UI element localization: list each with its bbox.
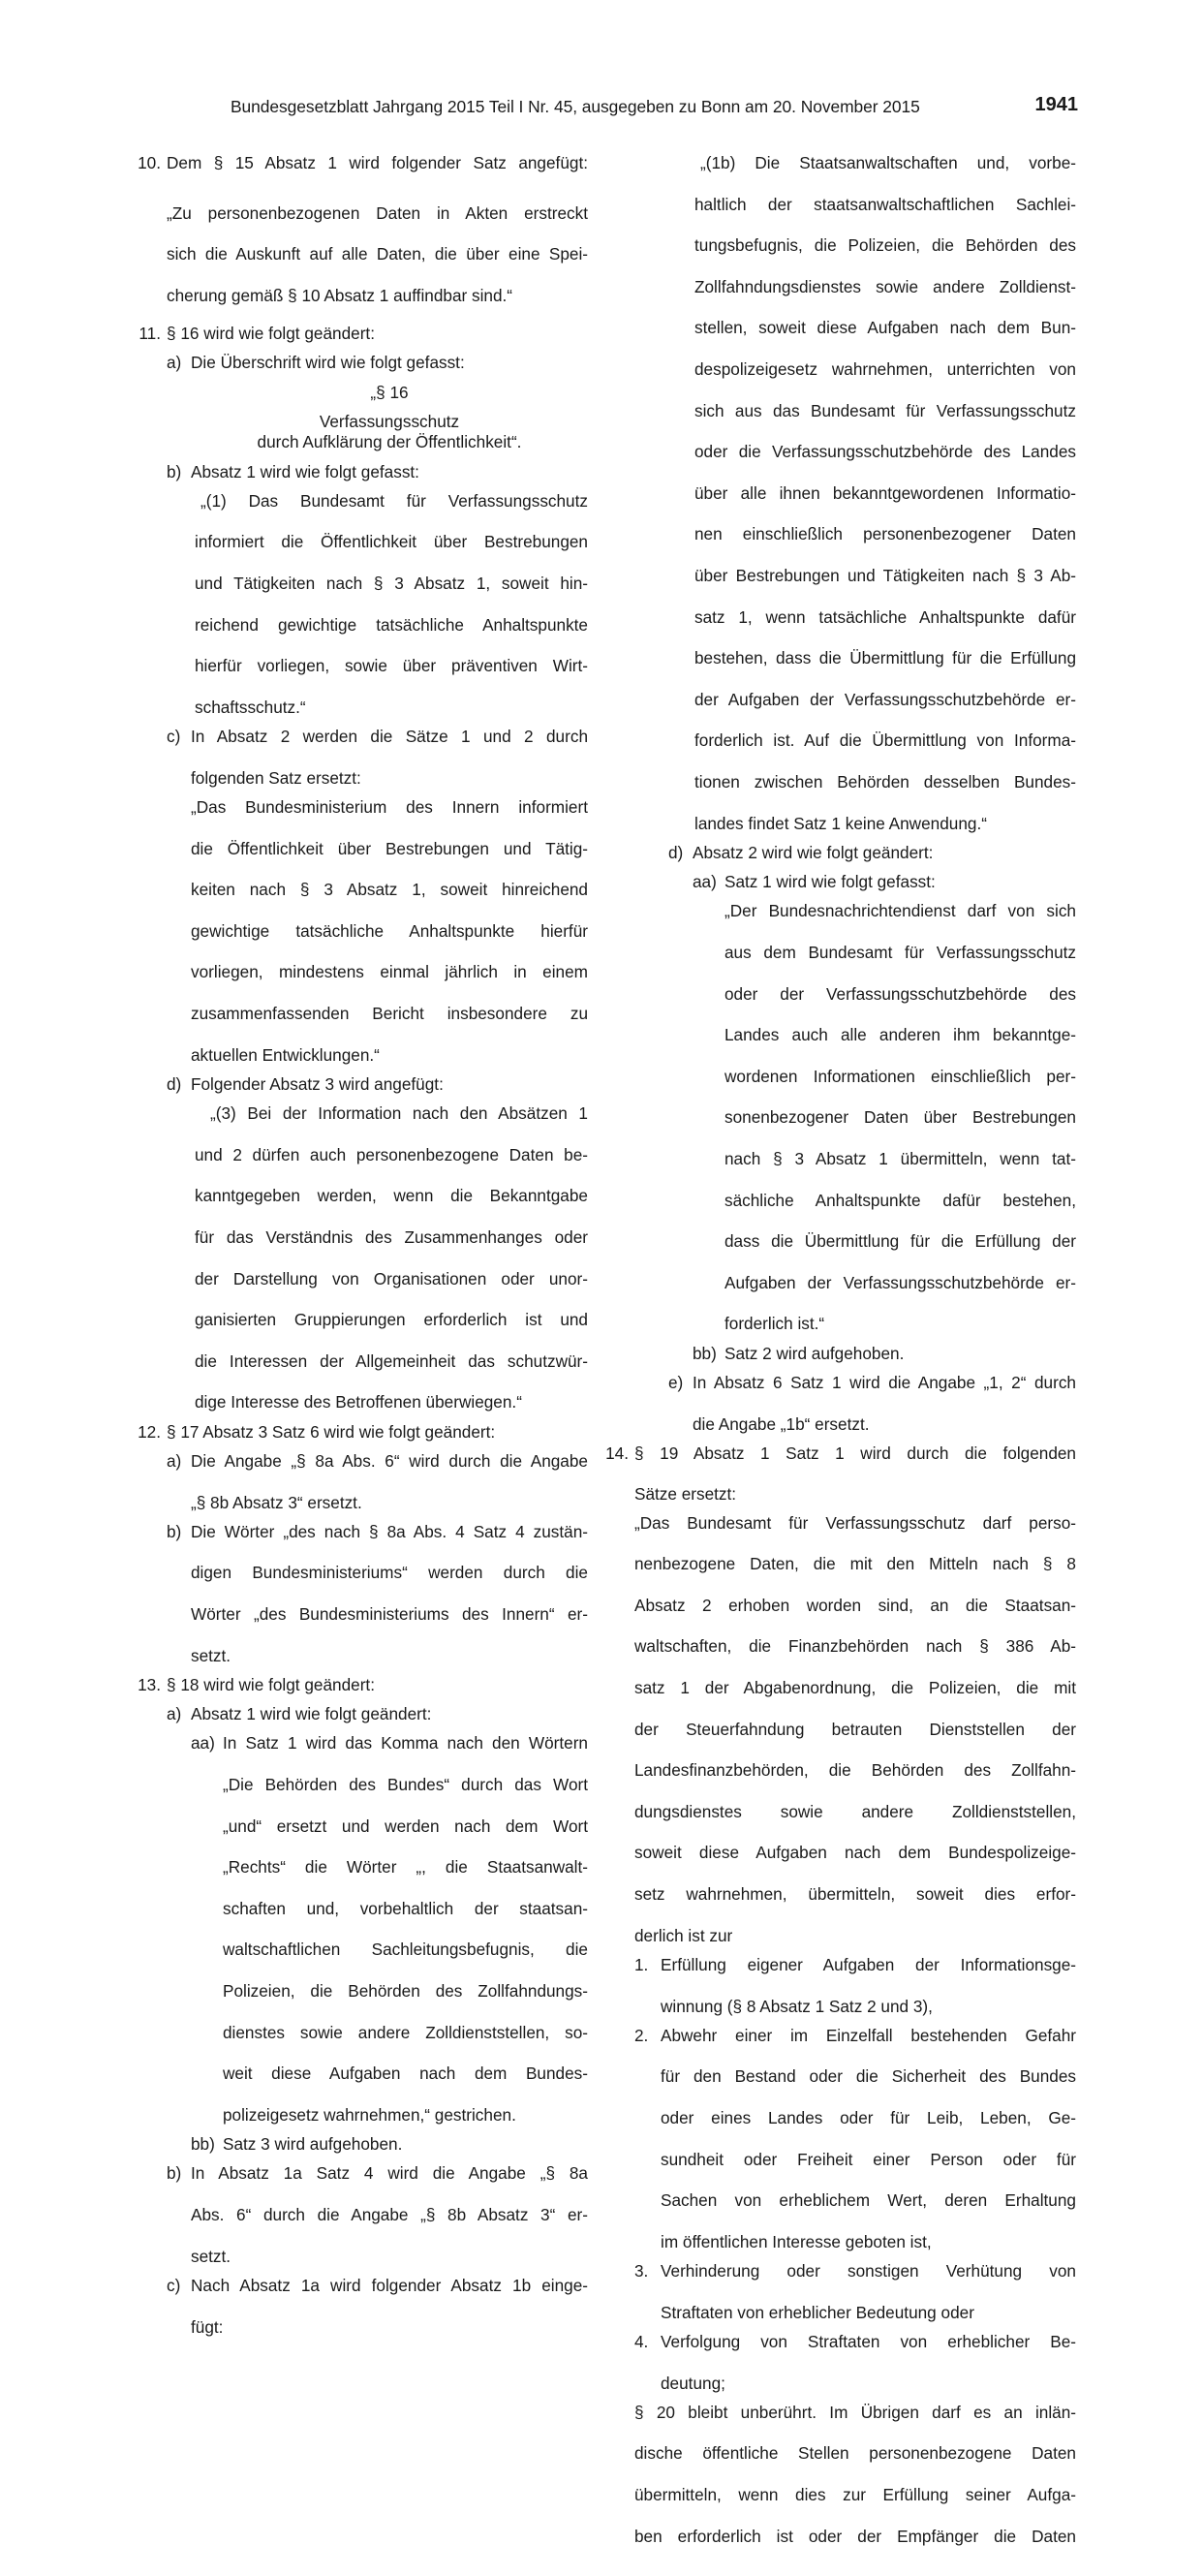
text-line: Nach Absatz 1a wird folgender Absatz 1b einge-	[191, 2275, 588, 2295]
text-line: „(1b) Die Staatsanwaltschaften und, vorbe-	[700, 153, 1076, 172]
item-number: 14.	[605, 1443, 629, 1463]
text-line: landes findet Satz 1 keine Anwendung.“	[694, 813, 987, 833]
item-number: 12.	[138, 1421, 161, 1442]
text-line: Zollfahndungsdienstes sowie andere Zolldienst-	[694, 276, 1076, 296]
text-line: folgenden Satz ersetzt:	[191, 767, 361, 788]
text-line: schaftsschutz.“	[195, 697, 306, 717]
text-line: oder der Verfassungsschutzbehörde des	[724, 983, 1076, 1004]
item-label: a)	[167, 1704, 182, 1724]
text-line: derlich ist zur	[634, 1925, 733, 1945]
item-13-a-bb	[191, 2134, 588, 2155]
text-line: reichend gewichtige tatsächliche Anhaltspunkte	[195, 614, 588, 635]
text-line: § 20 bleibt unberührt. Im Übrigen darf es an inlän-	[634, 2402, 1076, 2422]
heading-line: durch Aufklärung der Öffentlichkeit“.	[257, 432, 522, 452]
item-13-c	[167, 2276, 588, 2338]
text-line: nen einschließlich personenbezogener Daten	[694, 524, 1076, 544]
text-line: für das Verständnis des Zusammenhanges oder	[195, 1226, 588, 1247]
item-label: a)	[167, 1450, 182, 1471]
text-line: übermitteln, wenn dies zur Erfüllung seiner Aufga-	[634, 2485, 1076, 2505]
text-line: „Der Bundesnachrichtendienst darf von sich	[724, 901, 1076, 921]
item-label: bb)	[191, 2134, 215, 2155]
text-line: keiten nach § 3 Absatz 1, soweit hinreichend	[191, 880, 588, 900]
item-label: c)	[167, 2275, 181, 2295]
text-line: Absatz 2 wird wie folgt geändert:	[693, 842, 934, 862]
item-14	[593, 1443, 1076, 2567]
text-line: forderlich ist.“	[724, 1314, 825, 1334]
quote-block	[634, 1513, 1076, 1946]
text-line: aus dem Bundesamt für Verfassungsschutz	[724, 942, 1076, 962]
text-line: soweit diese Aufgaben nach dem Bundespolizeige-	[634, 1843, 1076, 1863]
item-13-d-aa	[693, 872, 1076, 1335]
list-item-3	[634, 2261, 1076, 2323]
list-item-4	[634, 2332, 1076, 2394]
text-line: sich die Auskunft auf alle Daten, die über eine Spei-	[167, 244, 588, 264]
text-line: Sätze ersetzt:	[634, 1484, 737, 1505]
item-label: b)	[167, 461, 182, 481]
text-line: Die Überschrift wird wie folgt gefasst:	[191, 353, 465, 373]
text-line: dungsdienstes sowie andere Zolldienststellen,	[634, 1801, 1076, 1821]
heading-line: „§ 16	[370, 382, 409, 402]
text-line: setzt.	[191, 1645, 231, 1665]
text-line: dass die Übermittlung für die Erfüllung der	[724, 1231, 1076, 1252]
list-item-1	[634, 1955, 1076, 2017]
text-line: Abs. 6“ durch die Angabe „§ 8b Absatz 3“ er-	[191, 2205, 588, 2225]
text-line: und 2 dürfen auch personenbezogene Daten be-	[195, 1144, 588, 1164]
quote-block	[191, 1103, 588, 1412]
item-12-a	[167, 1451, 588, 1513]
quote-block	[191, 797, 588, 1066]
text-line: winnung (§ 8 Absatz 1 Satz 2 und 3),	[661, 1996, 933, 2016]
text-line: Satz 1 wird wie folgt gefasst:	[724, 872, 936, 892]
item-13-a-aa	[191, 1733, 588, 2126]
text-line: oder eines Landes oder für Leib, Leben, Ge-	[661, 2108, 1076, 2128]
text-line: satz 1, wenn tatsächliche Anhaltspunkte dafür	[694, 606, 1076, 627]
text-line: Folgender Absatz 3 wird angefügt:	[191, 1073, 444, 1094]
text-line: über Bestrebungen und Tätigkeiten nach § 3 Ab-	[694, 565, 1076, 585]
text-line: Dem § 15 Absatz 1 wird folgender Satz angefügt:	[167, 153, 588, 172]
item-11-d	[167, 1074, 588, 1413]
item-13-d-bb	[693, 1344, 1076, 1364]
item-label: d)	[167, 1073, 182, 1094]
item-12-b	[167, 1522, 588, 1666]
text-line: „Die Behörden des Bundes“ durch das Wort	[223, 1775, 588, 1795]
item-label: d)	[668, 842, 684, 862]
text-line: deutung;	[661, 2373, 725, 2393]
item-label: c)	[167, 727, 181, 747]
text-line: die Interessen der Allgemeinheit das schutzwür-	[195, 1350, 588, 1371]
text-line: forderlich ist. Auf die Übermittlung von Informa-	[694, 730, 1076, 751]
list-number: 2.	[634, 2025, 649, 2045]
closing-paragraph	[634, 2403, 1076, 2567]
text-line: Satz 2 wird aufgehoben.	[724, 1343, 905, 1363]
item-label: a)	[167, 353, 182, 373]
text-line: „Das Bundesministerium des Innern informiert	[191, 797, 588, 818]
text-line: polizeigesetz wahrnehmen,“ gestrichen.	[223, 2104, 516, 2125]
text-line: Die Wörter „des nach § 8a Abs. 4 Satz 4 zustän-	[191, 1521, 588, 1541]
text-line: Verfolgung von Straftaten von erheblicher Be-	[661, 2331, 1076, 2351]
text-line: die Öffentlichkeit über Bestrebungen und Tätig-	[191, 838, 588, 858]
text-line: In Satz 1 wird das Komma nach den Wörtern	[223, 1733, 588, 1754]
item-11-c	[167, 727, 588, 1066]
text-line: Erfüllung eigener Aufgaben der Informationsge-	[661, 1954, 1076, 1974]
text-line: dienstes sowie andere Zolldienststellen, so-	[223, 2022, 588, 2042]
text-line: Absatz 1 wird wie folgt gefasst:	[191, 461, 419, 481]
text-line: sundheit oder Freiheit einer Person oder für	[661, 2149, 1076, 2169]
text-line: Absatz 2 erhoben worden sind, an die Staatsan-	[634, 1595, 1076, 1615]
quote-block	[724, 901, 1076, 1334]
text-line: vorliegen, mindestens einmal jährlich in einem	[191, 962, 588, 982]
text-line: „Rechts“ die Wörter „, die Staatsanwalt-	[223, 1857, 588, 1878]
item-13-a	[167, 1704, 588, 2155]
item-label: b)	[167, 1521, 182, 1541]
text-line: Die Angabe „§ 8a Abs. 6“ wird durch die Angabe	[191, 1450, 588, 1471]
quote-block	[167, 203, 588, 306]
text-line: zusammenfassenden Bericht insbesondere zu	[191, 1003, 588, 1023]
text-line: der Darstellung von Organisationen oder unor-	[195, 1268, 588, 1288]
text-line: § 18 wird wie folgt geändert:	[167, 1674, 375, 1694]
item-number: 13.	[138, 1674, 161, 1694]
text-line: aktuellen Entwicklungen.“	[191, 1044, 380, 1065]
text-line: § 16 wird wie folgt geändert:	[167, 324, 375, 344]
text-line: informiert die Öffentlichkeit über Bestrebungen	[195, 532, 588, 552]
text-line: im öffentlichen Interesse geboten ist,	[661, 2231, 932, 2251]
text-line: Verhinderung oder sonstigen Verhütung von	[661, 2261, 1076, 2281]
text-line: setzt.	[191, 2246, 231, 2266]
text-line: Landesfinanzbehörden, die Behörden des Zollfahn-	[634, 1760, 1076, 1781]
item-label: e)	[668, 1372, 684, 1392]
item-number: 11.	[139, 324, 161, 344]
text-line: nach § 3 Absatz 1 übermitteln, wenn tat-	[724, 1148, 1076, 1168]
text-line: In Absatz 1a Satz 4 wird die Angabe „§ 8a	[191, 2163, 588, 2184]
text-line: Abwehr einer im Einzelfall bestehenden Gefahr	[661, 2025, 1076, 2045]
item-12	[125, 1422, 588, 1666]
text-line: ganisierten Gruppierungen erforderlich ist und	[195, 1310, 588, 1330]
text-line: tungsbefugnis, die Polizeien, die Behörden des	[694, 235, 1076, 256]
text-line: digen Bundesministeriums“ werden durch die	[191, 1563, 588, 1583]
text-line: Sachen von erheblichem Wert, deren Erhaltung	[661, 2190, 1076, 2211]
text-line: die Angabe „1b“ ersetzt.	[693, 1413, 870, 1434]
text-line: In Absatz 2 werden die Sätze 1 und 2 durch	[191, 727, 588, 747]
item-13-b	[167, 2163, 588, 2266]
text-line: dige Interesse des Betroffenen überwiegen.“	[195, 1392, 522, 1412]
text-line: Landes auch alle anderen ihm bekanntge-	[724, 1025, 1076, 1045]
text-line: der Steuerfahndung betrauten Dienststellen der	[634, 1719, 1076, 1739]
text-line: für den Bestand oder die Sicherheit des Bundes	[661, 2066, 1076, 2087]
text-line: tionen zwischen Behörden desselben Bundes-	[694, 771, 1076, 791]
text-line: „Das Bundesamt für Verfassungsschutz darf perso-	[634, 1512, 1076, 1533]
text-line: „(1) Das Bundesamt für Verfassungsschutz	[200, 490, 588, 511]
text-line: „(3) Bei der Information nach den Absätzen 1	[210, 1103, 588, 1124]
left-column	[125, 153, 588, 2338]
text-line: schaften und, vorbehaltlich der staatsan-	[223, 1898, 588, 1918]
text-line: despolizeigesetz wahrnehmen, unterrichten von	[694, 358, 1076, 379]
text-line: stellen, soweit diese Aufgaben nach dem Bun-	[694, 318, 1076, 338]
item-label: aa)	[191, 1733, 215, 1754]
text-line: dische öffentliche Stellen personenbezogene Daten	[634, 2443, 1076, 2464]
text-line: kanntgegeben werden, wenn die Bekanntgabe	[195, 1186, 588, 1206]
text-line: ben erforderlich ist oder der Empfänger die Daten	[634, 2526, 1076, 2546]
item-13-d	[668, 843, 1076, 1364]
text-line: waltschaftlichen Sachleitungsbefugnis, die	[223, 1940, 588, 1960]
text-line: satz 1 der Abgabenordnung, die Polizeien, die mit	[634, 1678, 1076, 1698]
text-line: Polizeien, die Behörden des Zollfahndungs-	[223, 1981, 588, 2002]
text-line: weit diese Aufgaben nach dem Bundes-	[223, 2064, 588, 2084]
text-line: § 17 Absatz 3 Satz 6 wird wie folgt geändert:	[167, 1421, 496, 1442]
text-line: In Absatz 6 Satz 1 wird die Angabe „1, 2“ durch	[693, 1372, 1076, 1392]
running-title: Bundesgesetzblatt Jahrgang 2015 Teil I Nr. 45, ausgegeben zu Bonn am 20. November 2015	[231, 97, 920, 116]
item-13-e	[668, 1373, 1076, 1435]
text-line: über alle ihnen bekanntgewordenen Informatio-	[694, 482, 1076, 503]
text-line: Straftaten von erheblicher Bedeutung oder	[661, 2302, 974, 2322]
text-line: oder die Verfassungsschutzbehörde des Landes	[694, 442, 1076, 462]
text-line: und Tätigkeiten nach § 3 Absatz 1, soweit hin-	[195, 574, 588, 594]
item-label: bb)	[693, 1343, 717, 1363]
list-number: 3.	[634, 2261, 649, 2281]
text-line: hierfür vorliegen, sowie über präventiven Wirt-	[195, 656, 588, 676]
text-line: fügt:	[191, 2316, 224, 2337]
item-number: 10.	[138, 153, 161, 172]
right-column	[605, 153, 1076, 2576]
running-header	[231, 94, 1078, 126]
text-line: Absatz 1 wird wie folgt geändert:	[191, 1704, 432, 1724]
quote-block-1b	[634, 153, 1076, 834]
text-line: der Aufgaben der Verfassungsschutzbehörde er-	[694, 689, 1076, 709]
item-label: b)	[167, 2163, 182, 2184]
text-line: nenbezogene Daten, die mit den Mitteln nach § 8	[634, 1554, 1076, 1574]
list-item-2	[634, 2026, 1076, 2252]
text-line: „§ 8b Absatz 3“ ersetzt.	[191, 1492, 362, 1512]
text-line: Satz 3 wird aufgehoben.	[223, 2134, 403, 2155]
text-line: waltschaften, die Finanzbehörden nach § 386 Ab-	[634, 1636, 1076, 1657]
quote-block	[191, 491, 588, 718]
item-11-b	[167, 462, 588, 719]
text-line: Wörter „des Bundesministeriums des Innern“ er-	[191, 1604, 588, 1624]
text-line: cherung gemäß § 10 Absatz 1 auffindbar sind.“	[167, 285, 513, 305]
text-line: „Zu personenbezogenen Daten in Akten erstreckt	[167, 202, 588, 223]
text-line: haltlich der staatsanwaltschaftlichen Sachlei-	[694, 194, 1076, 214]
list-number: 1.	[634, 1954, 649, 1974]
item-13	[125, 1675, 588, 2338]
text-line: setz wahrnehmen, übermitteln, soweit dies erfor-	[634, 1884, 1076, 1905]
text-line: sächliche Anhaltspunkte dafür bestehen,	[724, 1190, 1076, 1210]
list-number: 4.	[634, 2331, 649, 2351]
text-line: wordenen Informationen einschließlich per-	[724, 1066, 1076, 1086]
item-10	[125, 153, 588, 315]
page-number: 1941	[1034, 94, 1078, 115]
text-line: gewichtige tatsächliche Anhaltspunkte hierfür	[191, 920, 588, 941]
heading-line: Verfassungsschutz	[319, 411, 460, 431]
text-line: sich aus das Bundesamt für Verfassungsschutz	[694, 400, 1076, 420]
text-line: sonenbezogener Daten über Bestrebungen	[724, 1107, 1076, 1128]
item-label: aa)	[693, 872, 717, 892]
item-11-a	[167, 353, 588, 452]
text-line: bestehen, dass die Übermittlung für die Erfüllung	[694, 648, 1076, 668]
text-line: § 19 Absatz 1 Satz 1 wird durch die folgenden	[634, 1443, 1076, 1463]
text-line: „und“ ersetzt und werden nach dem Wort	[223, 1816, 588, 1836]
item-11	[125, 324, 588, 1413]
text-line: Aufgaben der Verfassungsschutzbehörde er-	[724, 1272, 1076, 1292]
